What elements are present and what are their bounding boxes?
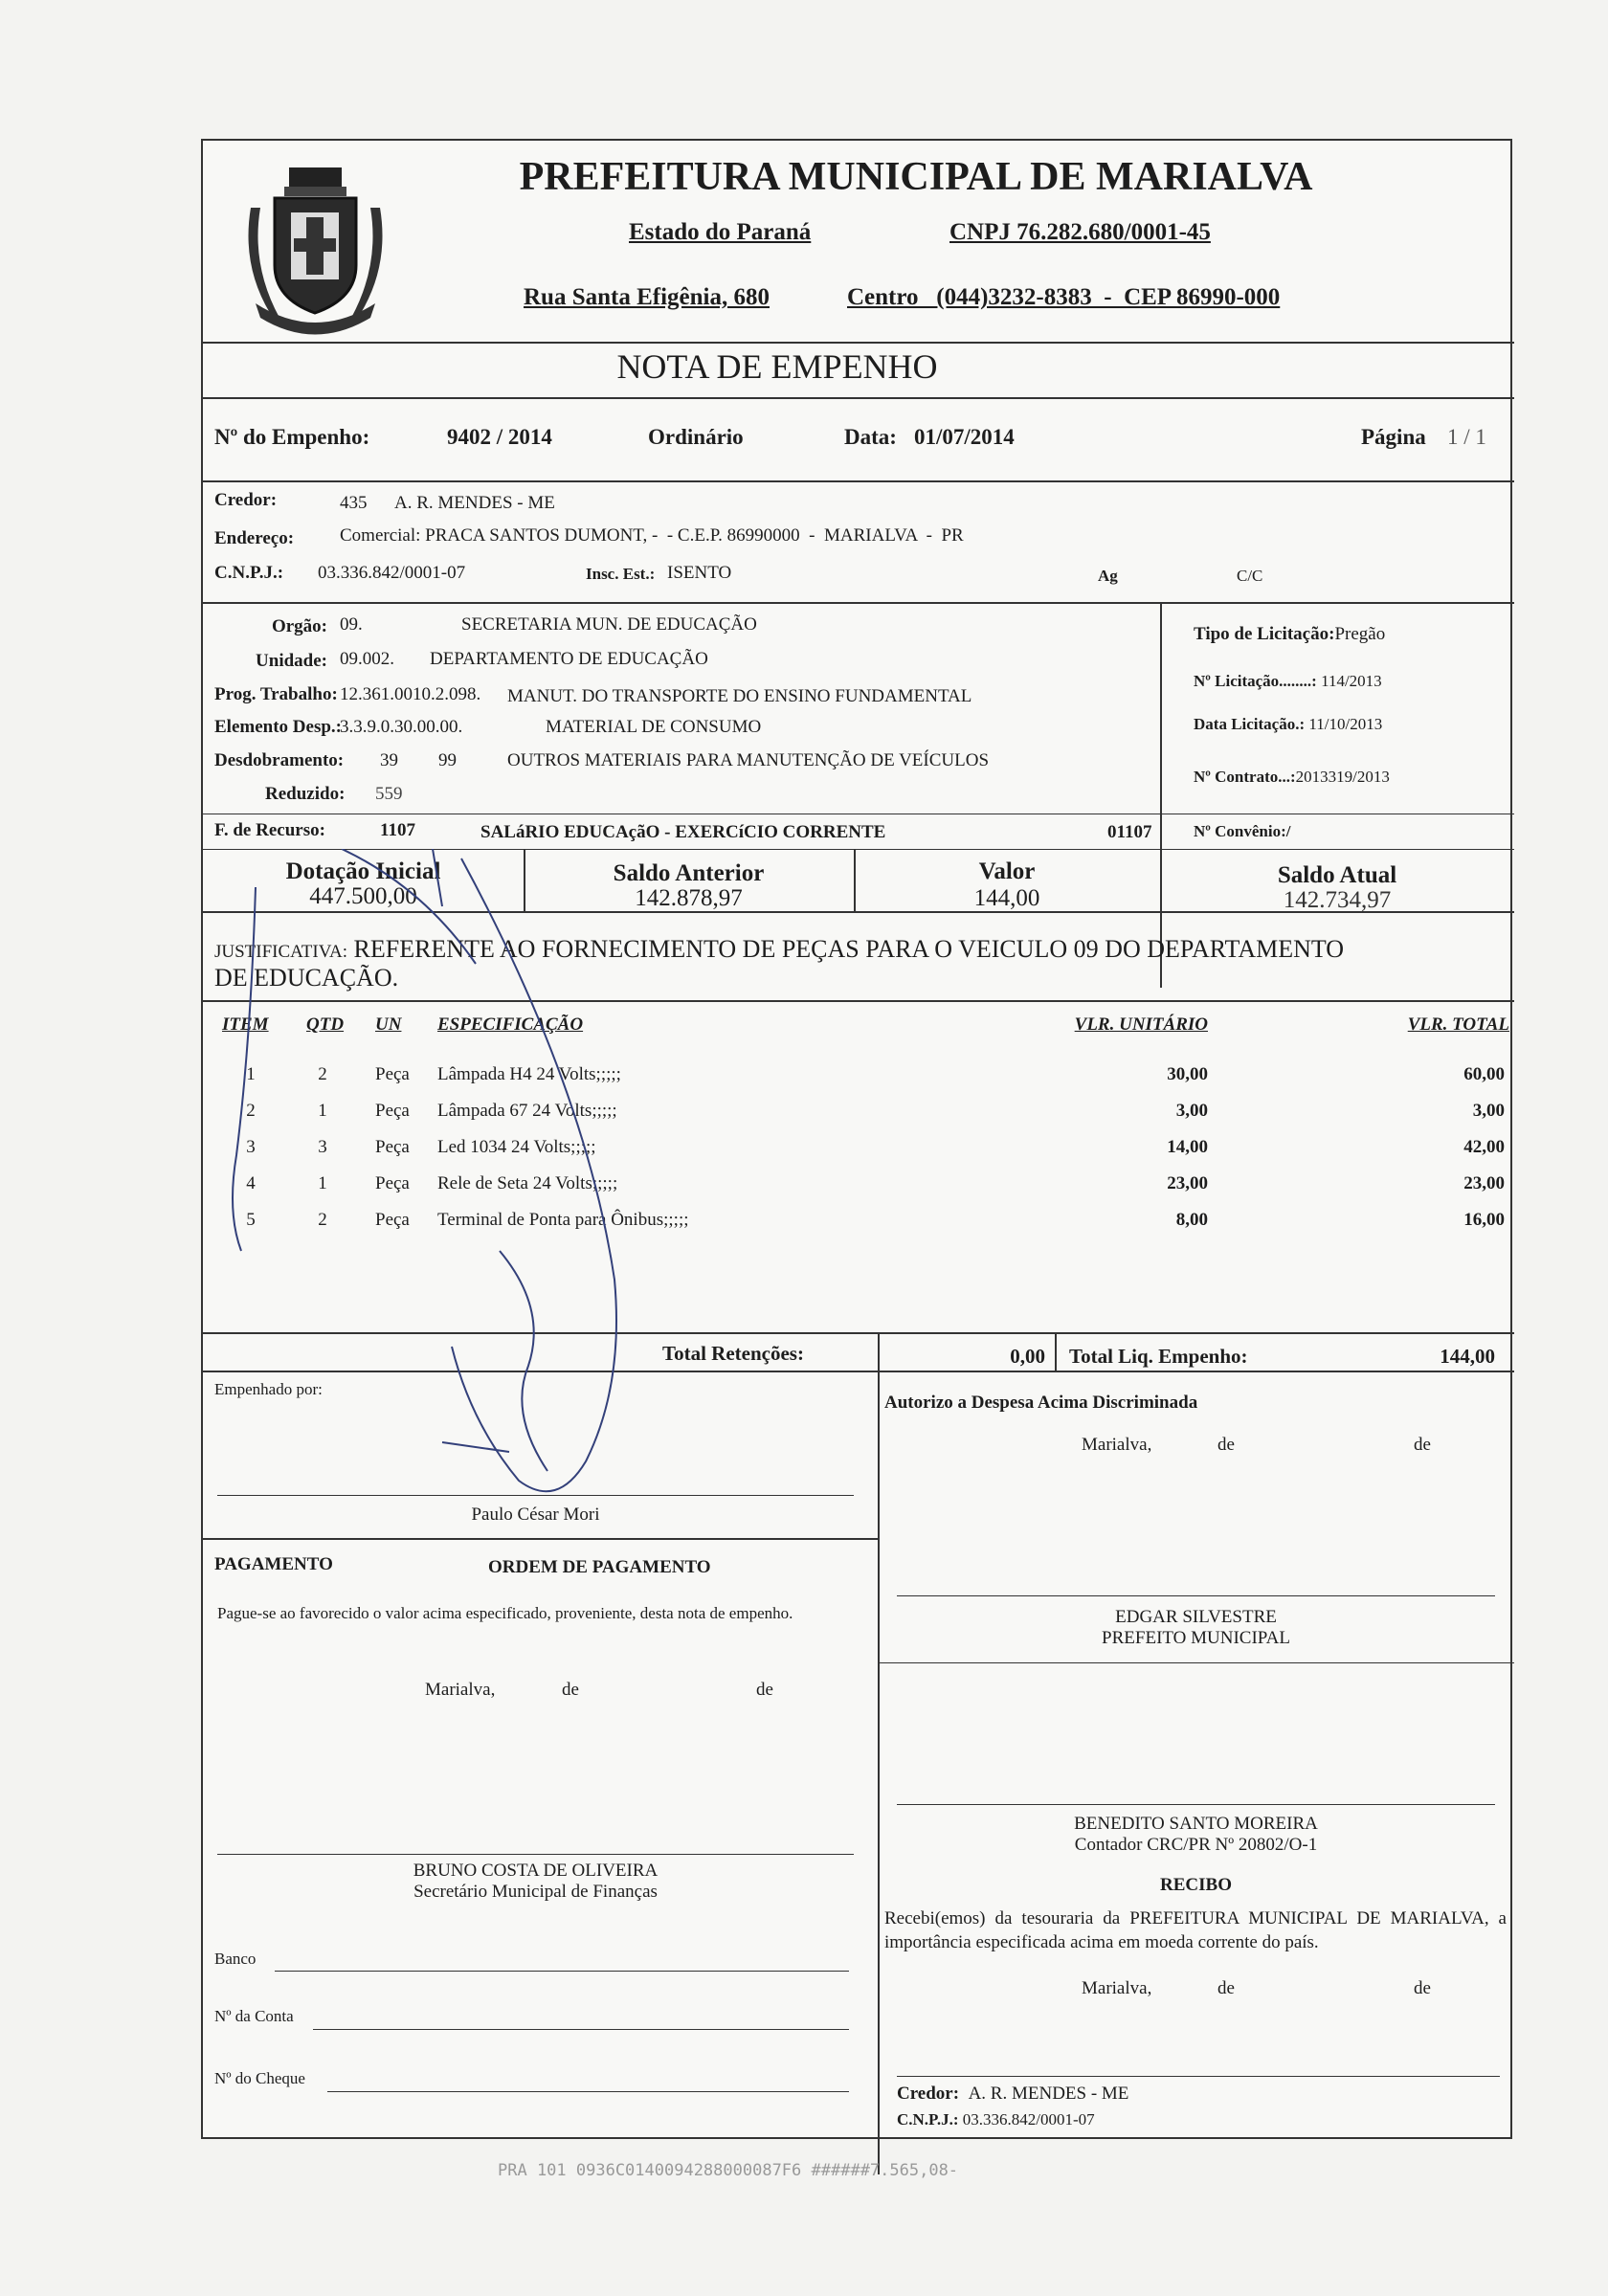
conta-label: Nº da Conta: [214, 2007, 294, 2025]
secretario-cargo: Secretário Municipal de Finanças: [413, 1882, 658, 1902]
pague-text: Pague-se ao favorecido o valor acima especificado, proveniente, desta nota de empenho.: [217, 1604, 793, 1622]
orgao-name: SECRETARIA MUN. DE EDUCAÇÃO: [461, 614, 757, 635]
ag-label: Ag: [1098, 567, 1118, 585]
item-vlr-total: 3,00: [1472, 1101, 1505, 1121]
item-vlr-total: 42,00: [1463, 1137, 1505, 1157]
saldo-anterior-label: Saldo Anterior: [613, 860, 765, 886]
cheque-label: Nº do Cheque: [214, 2069, 305, 2087]
handwritten-signature: [203, 849, 1514, 1519]
address-street: Rua Santa Efigênia, 680: [524, 284, 770, 310]
unidade-name: DEPARTAMENTO DE EDUCAÇÃO: [430, 649, 708, 669]
item-number: 5: [246, 1210, 256, 1230]
empenho-form: [201, 139, 1512, 2139]
item-unit: Peça: [375, 1101, 410, 1121]
credor-label: Credor:: [214, 490, 278, 510]
saldo-atual-label: Saldo Atual: [1277, 862, 1397, 888]
prog-name: MANUT. DO TRANSPORTE DO ENSINO FUNDAMENTAL: [507, 686, 972, 706]
prefeito-cargo: PREFEITO MUNICIPAL: [1102, 1628, 1290, 1648]
pagamento-de2: de: [756, 1680, 773, 1700]
recibo-de2: de: [1414, 1978, 1431, 1998]
empenho-number: 9402 / 2014: [447, 425, 552, 449]
autorizo-text: Autorizo a Despesa Acima Discriminada: [884, 1393, 1198, 1413]
item-vlr-unitario: 30,00: [1167, 1064, 1208, 1084]
autorizo-local: Marialva,: [1082, 1435, 1152, 1455]
state-name: Estado do Paraná: [629, 219, 812, 245]
empenho-date: 01/07/2014: [914, 425, 1015, 449]
ordem-pagamento-label: ORDEM DE PAGAMENTO: [488, 1557, 711, 1577]
col-qtd: QTD: [306, 1014, 345, 1035]
item-unit: Peça: [375, 1210, 410, 1230]
recibo-de1: de: [1217, 1978, 1235, 1998]
item-number: 4: [246, 1173, 256, 1193]
credor-code: 435: [340, 493, 368, 513]
recibo-text: Recebi(emos) da tesouraria da PREFEITURA MUNICIPAL DE MARIALVA, a importância especificada acima em moeda corrente do país.: [884, 1908, 1507, 1952]
desdobramento-name: OUTROS MATERIAIS PARA MANUTENÇÃO DE VEÍCULOS: [507, 750, 990, 770]
reduzido-label: Reduzido:: [265, 784, 346, 804]
total-retencoes: 0,00: [1010, 1345, 1045, 1368]
valor-label: Valor: [978, 858, 1036, 884]
item-unit: Peça: [375, 1064, 410, 1084]
empenhado-label: Empenhado por:: [214, 1380, 323, 1398]
prefeito-nome: EDGAR SILVESTRE: [1115, 1607, 1277, 1627]
reduzido-value: 559: [375, 784, 403, 804]
desdobramento-code1: 39: [380, 750, 398, 770]
col-especificacao: ESPECIFICAÇÃO: [437, 1014, 584, 1035]
desdobramento-code2: 99: [438, 750, 457, 770]
pagamento-de1: de: [562, 1680, 579, 1700]
col-item: ITEM: [222, 1014, 269, 1035]
prog-code: 12.361.0010.2.098.: [340, 684, 481, 704]
endereco-label: Endereço:: [214, 528, 295, 548]
total-retencoes-label: Total Retenções:: [662, 1342, 804, 1365]
secretario-assinatura: [217, 1861, 854, 1903]
total-liq-label: Total Liq. Empenho:: [1069, 1345, 1248, 1368]
recibo-credor: Credor: A. R. MENDES - ME: [897, 2084, 1129, 2104]
contador-assinatura: [878, 1814, 1514, 1856]
page-label: Página: [1361, 425, 1426, 449]
item-vlr-unitario: 23,00: [1167, 1173, 1208, 1193]
credor-address: Comercial: PRACA SANTOS DUMONT, - - C.E.P. 86990000 - MARIALVA - PR: [340, 525, 964, 546]
item-vlr-unitario: 14,00: [1167, 1137, 1208, 1157]
insc-value: ISENTO: [667, 563, 732, 583]
justificativa-cont: DE EDUCAÇÃO.: [214, 964, 399, 992]
saldo-atual: 142.734,97: [1283, 887, 1392, 913]
item-qtd: 1: [318, 1173, 327, 1193]
document-title: NOTA DE EMPENHO: [616, 347, 938, 386]
recibo-label: RECIBO: [1160, 1875, 1232, 1895]
item-vlr-total: 23,00: [1463, 1173, 1505, 1193]
insc-label: Insc. Est.:: [586, 565, 656, 583]
contador-cargo: Contador CRC/PR Nº 20802/O-1: [1074, 1835, 1318, 1855]
item-number: 1: [246, 1064, 256, 1084]
credor-cnpj: 03.336.842/0001-07: [318, 563, 466, 583]
recibo-credor-cnpj: C.N.P.J.: 03.336.842/0001-07: [897, 2110, 1095, 2129]
recurso-label: F. de Recurso:: [214, 820, 325, 840]
item-number: 2: [246, 1101, 256, 1121]
autorizo-de1: de: [1217, 1435, 1235, 1455]
valor: 144,00: [973, 885, 1040, 911]
municipality-cnpj: CNPJ 76.282.680/0001-45: [949, 219, 1211, 245]
item-vlr-unitario: 3,00: [1175, 1101, 1208, 1121]
item-vlr-unitario: 8,00: [1175, 1210, 1208, 1230]
scan-footer: PRA 101 0936C0140094288000087F6 ######7.565,08-: [498, 2161, 959, 2180]
item-unit: Peça: [375, 1137, 410, 1157]
address-rest: Centro (044)3232-8383 - CEP 86990-000: [847, 284, 1281, 310]
item-qtd: 1: [318, 1101, 327, 1121]
justificativa: JUSTIFICATIVA: REFERENTE AO FORNECIMENTO DE PEÇAS PARA O VEICULO 09 DO DEPARTAMENTO: [214, 935, 1345, 963]
page-number: 1 / 1: [1447, 425, 1486, 449]
unidade-label: Unidade:: [256, 651, 327, 671]
municipality-title: PREFEITURA MUNICIPAL DE MARIALVA: [519, 155, 1313, 199]
pagamento-label: PAGAMENTO: [214, 1554, 333, 1574]
num-licitacao: Nº Licitação........: 114/2013: [1194, 672, 1382, 690]
data-licitacao: Data Licitação.: 11/10/2013: [1194, 715, 1383, 733]
orgao-label: Orgão:: [271, 616, 327, 636]
pagamento-local: Marialva,: [425, 1680, 496, 1700]
desdobramento-label: Desdobramento:: [214, 750, 345, 770]
autorizo-de2: de: [1414, 1435, 1431, 1455]
item-vlr-total: 60,00: [1463, 1064, 1505, 1084]
empenho-date-label: Data:: [844, 425, 897, 449]
total-liq: 144,00: [1440, 1345, 1495, 1368]
prog-label: Prog. Trabalho:: [214, 684, 338, 704]
unidade-code: 09.002.: [340, 649, 394, 669]
elemento-name: MATERIAL DE CONSUMO: [546, 717, 762, 737]
prefeito-assinatura: [878, 1607, 1514, 1649]
orgao-code: 09.: [340, 614, 363, 635]
item-qtd: 2: [318, 1210, 327, 1230]
item-especificacao: Rele de Seta 24 Volts;;;;;: [437, 1173, 618, 1193]
banco-label: Banco: [214, 1950, 257, 1968]
dotacao-inicial-label: Dotação Inicial: [285, 858, 441, 884]
contador-nome: BENEDITO SANTO MOREIRA: [1074, 1814, 1318, 1834]
tipo-licitacao: Tipo de Licitação:Pregão: [1194, 624, 1386, 644]
saldo-anterior: 142.878,97: [635, 885, 743, 911]
num-convenio: Nº Convênio:/: [1194, 822, 1291, 840]
item-especificacao: Lâmpada 67 24 Volts;;;;;: [437, 1101, 617, 1121]
empenhado-nome: Paulo César Mori: [471, 1505, 600, 1525]
item-especificacao: Lâmpada H4 24 Volts;;;;;: [437, 1064, 621, 1084]
item-especificacao: Led 1034 24 Volts;;;;;: [437, 1137, 596, 1157]
empenho-type: Ordinário: [648, 425, 744, 449]
item-qtd: 2: [318, 1064, 327, 1084]
cc-label: C/C: [1237, 567, 1263, 585]
recurso-code: 1107: [380, 820, 415, 840]
elemento-label: Elemento Desp.:: [214, 717, 342, 737]
recurso-number: 01107: [1107, 822, 1152, 842]
col-un: UN: [375, 1014, 402, 1035]
recurso-name: SALáRIO EDUCAçãO - EXERCíCIO CORRENTE: [480, 822, 886, 842]
item-qtd: 3: [318, 1137, 327, 1157]
col-vlr-unitario: VLR. UNITÁRIO: [1074, 1014, 1208, 1035]
dotacao-inicial: 447.500,00: [309, 883, 417, 909]
item-especificacao: Terminal de Ponta para Ônibus;;;;;: [437, 1210, 689, 1230]
item-unit: Peça: [375, 1173, 410, 1193]
empenho-number-label: Nº do Empenho:: [214, 425, 370, 449]
num-contrato: Nº Contrato...:2013319/2013: [1194, 768, 1390, 786]
col-vlr-total: VLR. TOTAL: [1407, 1014, 1509, 1035]
cnpj-label: C.N.P.J.:: [214, 563, 284, 583]
credor-name: A. R. MENDES - ME: [394, 493, 555, 513]
item-vlr-total: 16,00: [1463, 1210, 1505, 1230]
recibo-local: Marialva,: [1082, 1978, 1152, 1998]
elemento-code: 3.3.9.0.30.00.00.: [340, 717, 463, 737]
item-number: 3: [246, 1137, 256, 1157]
secretario-nome: BRUNO COSTA DE OLIVEIRA: [413, 1861, 659, 1881]
